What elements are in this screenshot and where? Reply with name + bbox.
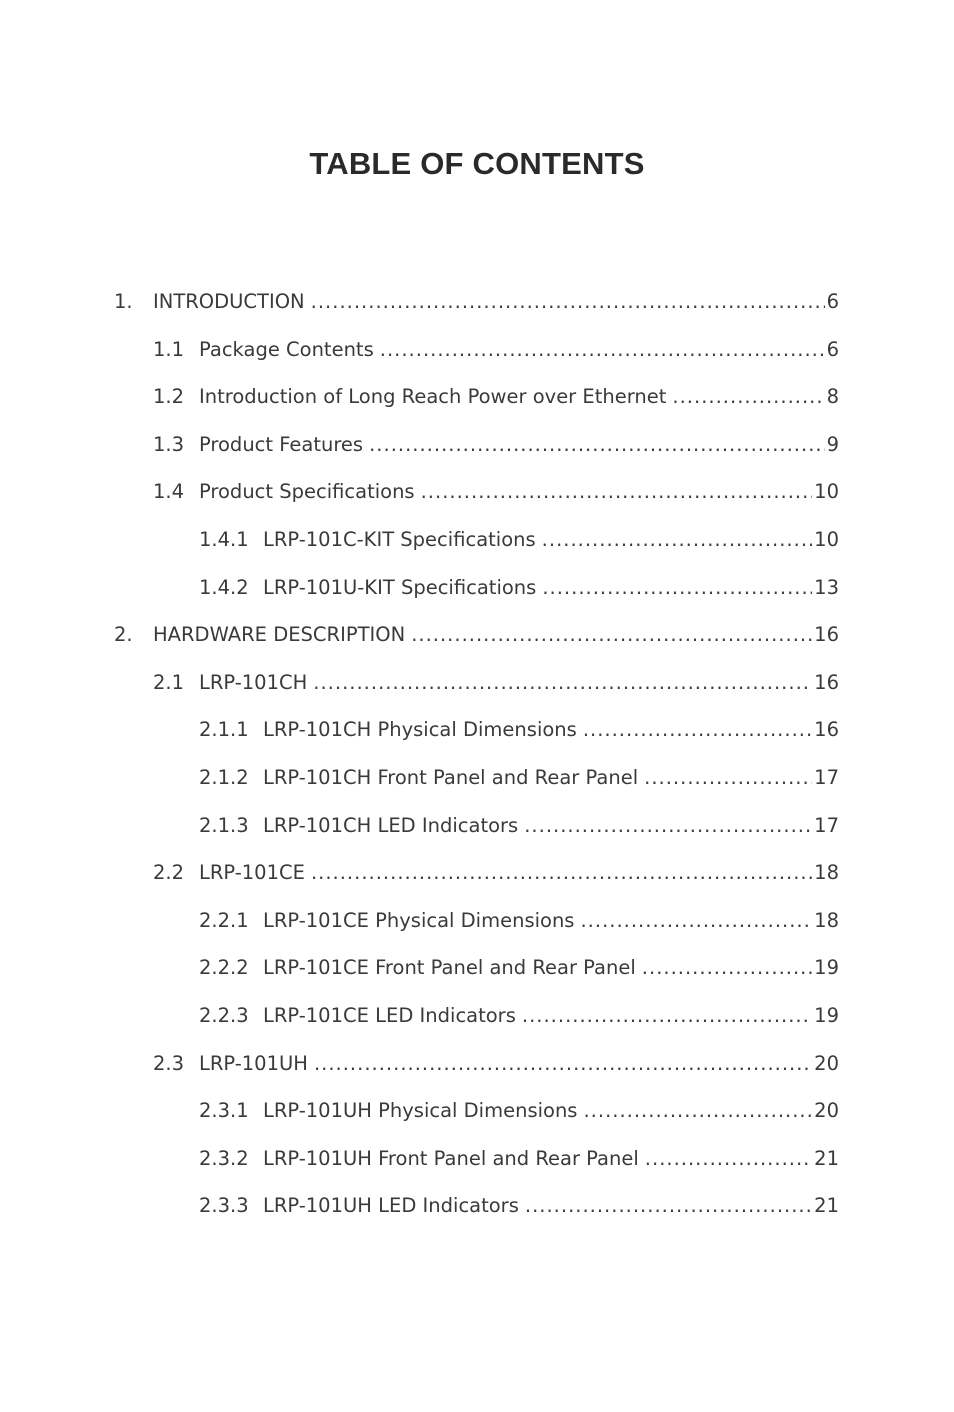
toc-entry-number: 2.1.2	[199, 766, 249, 789]
toc-entry-page: 13	[814, 575, 839, 599]
toc-entry-label: LRP-101CH Front Panel and Rear Panel	[263, 766, 639, 789]
toc-entry-page: 18	[814, 908, 839, 932]
toc-entry-page: 8	[826, 385, 839, 409]
toc-dot-leader	[311, 858, 812, 888]
toc-entry-number: 1.3	[153, 432, 185, 456]
toc-entry-page: 10	[814, 528, 839, 551]
toc-entry-page: 18	[814, 861, 839, 885]
toc-dot-leader	[583, 715, 812, 745]
toc-entry-label: INTRODUCTION	[153, 290, 305, 313]
toc-entry[interactable]	[199, 811, 839, 841]
toc-entry-number: 1.	[114, 290, 133, 313]
toc-dot-leader	[313, 668, 812, 698]
toc-entry-label: LRP-101UH Physical Dimensions	[263, 1099, 578, 1123]
toc-dot-leader	[421, 477, 813, 507]
toc-entry-number: 2.3.3	[199, 1194, 249, 1218]
toc-entry-label: Product Features	[199, 432, 364, 456]
toc-entry[interactable]	[114, 620, 839, 650]
toc-entry-page: 16	[814, 718, 839, 742]
toc-entry-number: 2.	[114, 623, 133, 647]
toc-entry[interactable]	[199, 525, 839, 555]
toc-entry-page: 16	[814, 623, 839, 647]
toc-dot-leader	[525, 1191, 812, 1221]
toc-entry-page: 21	[814, 1194, 839, 1218]
page-title: TABLE OF CONTENTS	[309, 146, 645, 181]
toc-entry[interactable]	[199, 1191, 839, 1221]
toc-entry[interactable]	[153, 858, 839, 888]
toc-entry-number: 2.2.3	[199, 1004, 249, 1027]
toc-dot-leader	[642, 953, 812, 983]
toc-entry-number: 1.2	[153, 385, 185, 409]
toc-dot-leader	[672, 382, 824, 412]
toc-entry-number: 2.2	[153, 861, 185, 885]
toc-dot-leader	[644, 763, 812, 793]
toc-entry[interactable]	[153, 1049, 839, 1079]
toc-entry-label: LRP-101CE LED Indicators	[263, 1004, 516, 1027]
toc-entry-label: LRP-101CH LED Indicators	[263, 813, 519, 837]
toc-dot-leader	[314, 1049, 812, 1079]
toc-entry-label: LRP-101CH	[199, 670, 308, 694]
toc-entry-label: LRP-101UH	[199, 1051, 308, 1075]
toc-entry-number: 2.1.3	[199, 813, 249, 837]
toc-entry-page: 21	[814, 1146, 839, 1170]
toc-entry-number: 1.4.1	[199, 528, 249, 551]
toc-entry-label: LRP-101CE Physical Dimensions	[263, 908, 575, 932]
toc-entry[interactable]	[199, 953, 839, 983]
toc-entry-number: 2.3.2	[199, 1146, 249, 1170]
toc-entry[interactable]	[199, 573, 839, 603]
toc-entry-number: 2.1.1	[199, 718, 249, 742]
toc-dot-leader	[583, 1096, 812, 1126]
toc-entry-label: LRP-101CE	[199, 861, 305, 885]
toc-entry-number: 2.3	[153, 1051, 185, 1075]
toc-entry-label: LRP-101UH Front Panel and Rear Panel	[263, 1146, 639, 1170]
toc-entry[interactable]	[199, 763, 839, 793]
toc-entry-page: 6	[826, 290, 839, 313]
toc-entry-number: 2.2.2	[199, 956, 249, 980]
toc-entry-label: LRP-101UH LED Indicators	[263, 1194, 519, 1218]
toc-dot-leader	[380, 335, 825, 365]
toc-entry[interactable]	[153, 477, 839, 507]
toc-dot-leader	[542, 573, 812, 603]
toc-entry[interactable]	[199, 1144, 839, 1174]
toc-entry-page: 20	[814, 1051, 839, 1075]
toc-entry-label: LRP-101C-KIT Specifications	[263, 528, 536, 551]
toc-entry-number: 2.2.1	[199, 908, 249, 932]
toc-entry-page: 19	[814, 956, 839, 980]
toc-entry[interactable]	[153, 382, 839, 412]
toc-entry-number: 1.4.2	[199, 575, 249, 599]
toc-entry-page: 17	[814, 766, 839, 789]
toc-entry[interactable]	[153, 335, 839, 365]
toc-entry[interactable]	[199, 715, 839, 745]
toc-entry-label: LRP-101CH Physical Dimensions	[263, 718, 577, 742]
toc-entry-label: LRP-101U-KIT Specifications	[263, 575, 537, 599]
toc-entry-label: Package Contents	[199, 337, 374, 361]
toc-entry[interactable]	[199, 1096, 839, 1126]
toc-entry-page: 17	[814, 813, 839, 837]
toc-dot-leader	[524, 811, 812, 841]
toc-entry-page: 19	[814, 1004, 839, 1027]
toc-entry[interactable]	[153, 668, 839, 698]
toc-entry-page: 9	[826, 432, 839, 456]
toc-entry-page: 6	[826, 337, 839, 361]
toc-entry-page: 10	[814, 480, 839, 504]
toc-entry-number: 1.1	[153, 337, 185, 361]
toc-entry[interactable]	[199, 906, 839, 936]
toc-entry-page: 20	[814, 1099, 839, 1123]
toc-entry[interactable]	[153, 430, 839, 460]
toc-dot-leader	[311, 287, 825, 317]
toc-entry-number: 2.1	[153, 670, 185, 694]
toc-dot-leader	[522, 1001, 812, 1031]
toc-dot-leader	[580, 906, 812, 936]
toc-entry[interactable]	[114, 287, 839, 317]
toc-entry-label: LRP-101CE Front Panel and Rear Panel	[263, 956, 636, 980]
toc-dot-leader	[645, 1144, 812, 1174]
toc-dot-leader	[411, 620, 812, 650]
toc-dot-leader	[542, 525, 813, 555]
toc-entry-label: Introduction of Long Reach Power over Ethernet	[199, 385, 667, 409]
toc-dot-leader	[369, 430, 824, 460]
toc-entry[interactable]	[199, 1001, 839, 1031]
toc-entry-label: HARDWARE DESCRIPTION	[153, 623, 406, 647]
toc-entry-number: 1.4	[153, 480, 185, 504]
toc-entry-page: 16	[814, 670, 839, 694]
toc-entry-number: 2.3.1	[199, 1099, 249, 1123]
toc-entry-label: Product Specifications	[199, 480, 415, 504]
